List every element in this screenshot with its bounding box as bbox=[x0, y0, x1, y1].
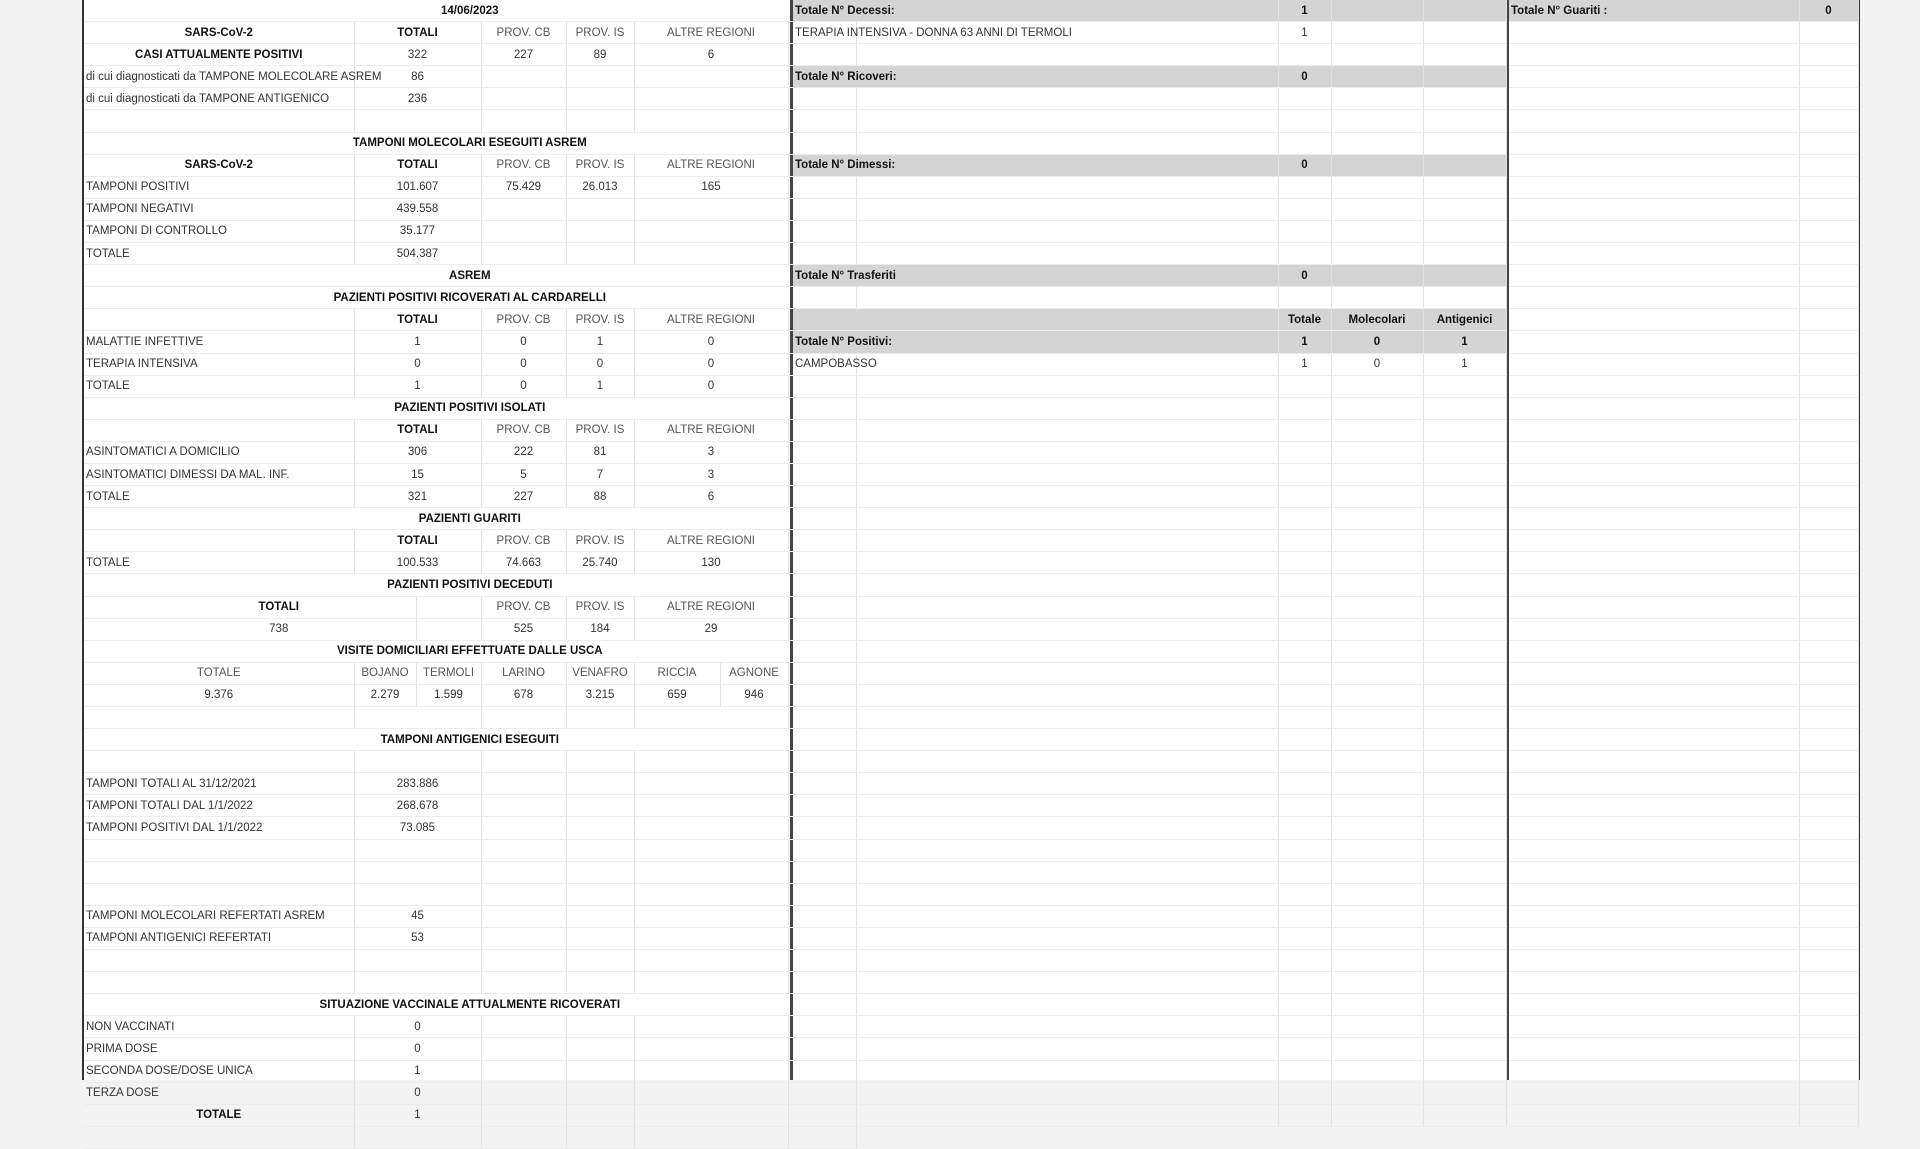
empty-row bbox=[793, 640, 1506, 662]
table-row bbox=[84, 44, 856, 66]
empty-row bbox=[793, 508, 1506, 530]
section-title: PAZIENTI POSITIVI ISOLATI bbox=[84, 397, 856, 419]
empty-row bbox=[1509, 1104, 1858, 1126]
cell-value: 1 bbox=[566, 331, 634, 353]
empty-row bbox=[1509, 994, 1858, 1016]
table-row bbox=[84, 1082, 856, 1104]
empty-row bbox=[793, 927, 1506, 949]
cell-value: 3 bbox=[634, 441, 788, 463]
row-label: TAMPONI TOTALI AL 31/12/2021 bbox=[84, 773, 354, 795]
cell-value: 439.558 bbox=[354, 198, 481, 220]
empty-row bbox=[1509, 397, 1858, 419]
table-row bbox=[84, 88, 856, 110]
cell-value: 946 bbox=[720, 684, 788, 706]
row-label: Totale N° Guariti : bbox=[1509, 0, 1799, 22]
cell-value: 101.607 bbox=[354, 176, 481, 198]
row-label: di cui diagnosticati da TAMPONE ANTIGENICO bbox=[84, 88, 354, 110]
empty-row bbox=[1509, 773, 1858, 795]
column-header: TERMOLI bbox=[416, 662, 481, 684]
table-row bbox=[84, 905, 856, 927]
row-label: TAMPONI DI CONTROLLO bbox=[84, 220, 354, 242]
section-title: TAMPONI MOLECOLARI ESEGUITI ASREM bbox=[84, 132, 856, 154]
bulletin-date: 14/06/2023 bbox=[84, 0, 856, 22]
table-row bbox=[84, 419, 856, 441]
row-label: ASINTOMATICI A DOMICILIO bbox=[84, 441, 354, 463]
column-header: ALTRE REGIONI bbox=[634, 596, 788, 618]
column-header: SARS-CoV-2 bbox=[84, 22, 354, 44]
column-header: PROV. IS bbox=[566, 154, 634, 176]
empty-row bbox=[1509, 154, 1858, 176]
empty-row bbox=[1509, 1082, 1858, 1104]
empty-row bbox=[1509, 265, 1858, 287]
cell-value: 1 bbox=[1278, 22, 1331, 44]
empty-row bbox=[793, 552, 1506, 574]
cell-value: 227 bbox=[481, 486, 566, 508]
cell-value: 25.740 bbox=[566, 552, 634, 574]
empty-row bbox=[793, 707, 1506, 729]
cell-value: 0 bbox=[481, 331, 566, 353]
column-header: Totale bbox=[1278, 309, 1331, 331]
table-row bbox=[84, 927, 856, 949]
row-label: TOTALE bbox=[84, 243, 354, 265]
column-header: ALTRE REGIONI bbox=[634, 309, 788, 331]
empty-row bbox=[793, 1104, 1506, 1126]
cell-value: 86 bbox=[354, 66, 481, 88]
row-label: TAMPONI POSITIVI DAL 1/1/2022 bbox=[84, 817, 354, 839]
empty-row bbox=[1509, 927, 1858, 949]
cell-value: 236 bbox=[354, 88, 481, 110]
empty-row bbox=[1509, 972, 1858, 994]
row-label: TOTALE bbox=[84, 486, 354, 508]
empty-row bbox=[793, 1082, 1506, 1104]
cell-value: 0 bbox=[1278, 66, 1331, 88]
recovered-panel bbox=[1509, 0, 1858, 1080]
cell-value: 1 bbox=[1423, 331, 1506, 353]
table-row bbox=[84, 1038, 856, 1060]
cell-value: 268.678 bbox=[354, 795, 481, 817]
cell-value: 227 bbox=[481, 44, 566, 66]
column-header: ALTRE REGIONI bbox=[634, 154, 788, 176]
row-label: TAMPONI NEGATIVI bbox=[84, 198, 354, 220]
table-row bbox=[84, 1016, 856, 1038]
row-label: TAMPONI MOLECOLARI REFERTATI ASREM bbox=[84, 905, 354, 927]
cell-value: 5 bbox=[481, 463, 566, 485]
empty-row bbox=[793, 972, 1506, 994]
row-label: Totale N° Positivi: bbox=[793, 331, 1278, 353]
table-row bbox=[84, 662, 856, 684]
cell-value: 1 bbox=[566, 375, 634, 397]
row-label: PRIMA DOSE bbox=[84, 1038, 354, 1060]
row-label: TOTALE bbox=[84, 375, 354, 397]
empty-row bbox=[1509, 530, 1858, 552]
column-header: PROV. CB bbox=[481, 154, 566, 176]
cell-value: 0 bbox=[1278, 154, 1331, 176]
table-row bbox=[84, 530, 856, 552]
table-row bbox=[1509, 0, 1858, 22]
empty-row bbox=[1509, 331, 1858, 353]
column-header: TOTALE bbox=[84, 662, 354, 684]
table-row bbox=[84, 817, 856, 839]
cell-value: 184 bbox=[566, 618, 634, 640]
cell-value: 0 bbox=[634, 353, 788, 375]
cell-value: 53 bbox=[354, 927, 481, 949]
cell-value: 75.429 bbox=[481, 176, 566, 198]
empty-row bbox=[793, 684, 1506, 706]
empty-row bbox=[793, 1016, 1506, 1038]
daily-events-panel bbox=[793, 0, 1509, 1080]
empty-row bbox=[1509, 751, 1858, 773]
table-row bbox=[793, 66, 1506, 88]
empty-row bbox=[1509, 353, 1858, 375]
empty-row bbox=[1509, 861, 1858, 883]
empty-grid bbox=[793, 376, 1507, 1127]
cell-value: 0 bbox=[354, 1038, 481, 1060]
spreadsheet-page bbox=[82, 0, 1860, 1122]
cell-value: 678 bbox=[481, 684, 566, 706]
empty-row bbox=[1509, 839, 1858, 861]
column-header: PROV. IS bbox=[566, 309, 634, 331]
row-label: TAMPONI TOTALI DAL 1/1/2022 bbox=[84, 795, 354, 817]
section-title: PAZIENTI POSITIVI DECEDUTI bbox=[84, 574, 856, 596]
section-title: ASREM bbox=[84, 265, 856, 287]
empty-row bbox=[793, 729, 1506, 751]
empty-row bbox=[793, 839, 1506, 861]
empty-row bbox=[1509, 419, 1858, 441]
section-title: SITUAZIONE VACCINALE ATTUALMENTE RICOVERATI bbox=[84, 994, 856, 1016]
table-row bbox=[84, 618, 856, 640]
column-header: PROV. IS bbox=[566, 419, 634, 441]
empty-row bbox=[1509, 618, 1858, 640]
section-title: VISITE DOMICILIARI EFFETTUATE DALLE USCA bbox=[84, 640, 856, 662]
table-row bbox=[84, 198, 856, 220]
empty-row bbox=[1509, 88, 1858, 110]
cell-value: 74.663 bbox=[481, 552, 566, 574]
table-row bbox=[84, 220, 856, 242]
column-header: RICCIA bbox=[634, 662, 720, 684]
section-title: TAMPONI ANTIGENICI ESEGUITI bbox=[84, 729, 856, 751]
cell-value: 26.013 bbox=[566, 176, 634, 198]
empty-row bbox=[793, 397, 1506, 419]
table-row bbox=[84, 795, 856, 817]
date-row bbox=[84, 0, 856, 22]
empty-row bbox=[1509, 309, 1858, 331]
empty-row bbox=[793, 441, 1506, 463]
empty-row bbox=[1509, 486, 1858, 508]
row-label: TAMPONI POSITIVI bbox=[84, 176, 354, 198]
empty-row bbox=[1509, 729, 1858, 751]
table-row bbox=[84, 331, 856, 353]
table-row bbox=[84, 176, 856, 198]
table-row bbox=[84, 375, 856, 397]
table-row bbox=[793, 331, 1506, 353]
column-header: PROV. CB bbox=[481, 309, 566, 331]
empty-row bbox=[1509, 596, 1858, 618]
row-label: TERZA DOSE bbox=[84, 1082, 354, 1104]
cell-value: 1.599 bbox=[416, 684, 481, 706]
column-header: BOJANO bbox=[354, 662, 416, 684]
empty-row bbox=[1509, 441, 1858, 463]
column-header: ALTRE REGIONI bbox=[634, 530, 788, 552]
column-header: TOTALI bbox=[354, 22, 481, 44]
empty-row bbox=[1509, 817, 1858, 839]
cell-value: 659 bbox=[634, 684, 720, 706]
table-row bbox=[793, 265, 1506, 287]
cell-value: 525 bbox=[481, 618, 566, 640]
cell-value: 306 bbox=[354, 441, 481, 463]
row-label: di cui diagnosticati da TAMPONE MOLECOLARE ASREM bbox=[84, 66, 354, 88]
column-header: Molecolari bbox=[1331, 309, 1423, 331]
cell-value: 89 bbox=[566, 44, 634, 66]
empty-row bbox=[1509, 463, 1858, 485]
daily-events-table bbox=[793, 0, 1507, 376]
row-label: Totale N° Dimessi: bbox=[793, 154, 1278, 176]
empty-row bbox=[1509, 1060, 1858, 1082]
empty-row bbox=[1509, 950, 1858, 972]
table-row bbox=[793, 22, 1506, 44]
empty-row bbox=[793, 883, 1506, 905]
empty-row bbox=[793, 486, 1506, 508]
cell-value: 0 bbox=[481, 353, 566, 375]
empty-row bbox=[793, 861, 1506, 883]
column-header: PROV. IS bbox=[566, 530, 634, 552]
empty-row bbox=[793, 751, 1506, 773]
empty-row bbox=[1509, 198, 1858, 220]
cell-value: 0 bbox=[481, 375, 566, 397]
column-header: PROV. CB bbox=[481, 419, 566, 441]
empty-row bbox=[1509, 243, 1858, 265]
cell-value: 2.279 bbox=[354, 684, 416, 706]
empty-row bbox=[1509, 110, 1858, 132]
cell-value: 1 bbox=[1423, 353, 1506, 375]
empty-row bbox=[1509, 883, 1858, 905]
column-header: Antigenici bbox=[1423, 309, 1506, 331]
cell-value: 29 bbox=[634, 618, 788, 640]
column-header: AGNONE bbox=[720, 662, 788, 684]
column-header: ALTRE REGIONI bbox=[634, 22, 788, 44]
empty-row bbox=[1509, 905, 1858, 927]
column-header: PROV. CB bbox=[481, 22, 566, 44]
column-header: TOTALI bbox=[354, 530, 481, 552]
cell-value: 504.387 bbox=[354, 243, 481, 265]
cell-value: 1 bbox=[354, 1104, 481, 1126]
column-header: TOTALI bbox=[354, 154, 481, 176]
cell-value: 88 bbox=[566, 486, 634, 508]
table-row bbox=[84, 684, 856, 706]
empty-row bbox=[793, 662, 1506, 684]
cell-value: 7 bbox=[566, 463, 634, 485]
row-label: TERAPIA INTENSIVA bbox=[84, 353, 354, 375]
empty-row bbox=[793, 463, 1506, 485]
empty-row bbox=[793, 618, 1506, 640]
table-row bbox=[84, 486, 856, 508]
table-row bbox=[793, 0, 1506, 22]
row-label: Totale N° Ricoveri: bbox=[793, 66, 1278, 88]
empty-row bbox=[1509, 574, 1858, 596]
table-row bbox=[84, 154, 856, 176]
empty-row bbox=[1509, 552, 1858, 574]
table-row bbox=[84, 441, 856, 463]
cell-value: 0 bbox=[1331, 353, 1423, 375]
cell-value: 35.177 bbox=[354, 220, 481, 242]
column-header: SARS-CoV-2 bbox=[84, 154, 354, 176]
cell-value: 0 bbox=[1278, 265, 1331, 287]
covid-bulletin-table bbox=[84, 0, 857, 1149]
cell-value: 45 bbox=[354, 905, 481, 927]
table-row bbox=[84, 66, 856, 88]
empty-row bbox=[1509, 795, 1858, 817]
empty-row bbox=[793, 1038, 1506, 1060]
recovered-table bbox=[1509, 0, 1859, 1127]
row-label: MALATTIE INFETTIVE bbox=[84, 331, 354, 353]
cell-value: 3.215 bbox=[566, 684, 634, 706]
cell-value: 6 bbox=[634, 486, 788, 508]
row-label: ASINTOMATICI DIMESSI DA MAL. INF. bbox=[84, 463, 354, 485]
cell-value: 0 bbox=[354, 1016, 481, 1038]
row-label: CAMPOBASSO bbox=[793, 353, 1278, 375]
column-header: TOTALI bbox=[84, 596, 416, 618]
cell-value: 1 bbox=[354, 331, 481, 353]
cell-value: 130 bbox=[634, 552, 788, 574]
cell-value: 81 bbox=[566, 441, 634, 463]
cell-value: 1 bbox=[1278, 331, 1331, 353]
section-title: PAZIENTI POSITIVI RICOVERATI AL CARDARELLI bbox=[84, 287, 856, 309]
empty-row bbox=[1509, 684, 1858, 706]
table-row bbox=[84, 463, 856, 485]
table-row bbox=[793, 154, 1506, 176]
column-header: PROV. CB bbox=[481, 596, 566, 618]
cell-value: 0 bbox=[634, 375, 788, 397]
table-row bbox=[84, 773, 856, 795]
row-label: TOTALE bbox=[84, 1104, 354, 1126]
empty-row bbox=[1509, 44, 1858, 66]
empty-row bbox=[1509, 66, 1858, 88]
empty-row bbox=[793, 1060, 1506, 1082]
empty-row bbox=[1509, 287, 1858, 309]
row-label: NON VACCINATI bbox=[84, 1016, 354, 1038]
empty-row bbox=[1509, 220, 1858, 242]
column-header: PROV. IS bbox=[566, 596, 634, 618]
row-label: TERAPIA INTENSIVA - DONNA 63 ANNI DI TERMOLI bbox=[793, 22, 1278, 44]
empty-row bbox=[793, 530, 1506, 552]
cell-value: 0 bbox=[1799, 0, 1858, 22]
cell-value: 222 bbox=[481, 441, 566, 463]
cell-value: 0 bbox=[354, 1082, 481, 1104]
row-label: TAMPONI ANTIGENICI REFERTATI bbox=[84, 927, 354, 949]
table-row bbox=[84, 309, 856, 331]
cell-value: 1 bbox=[354, 375, 481, 397]
empty-row bbox=[793, 950, 1506, 972]
bulletin-left-panel bbox=[84, 0, 793, 1122]
table-row bbox=[84, 552, 856, 574]
table-row bbox=[84, 353, 856, 375]
table-row bbox=[84, 243, 856, 265]
cell-value: 321 bbox=[354, 486, 481, 508]
row-label: TOTALE bbox=[84, 552, 354, 574]
column-header: PROV. CB bbox=[481, 530, 566, 552]
cell-value: 0 bbox=[566, 353, 634, 375]
table-row bbox=[84, 596, 856, 618]
cell-value: 1 bbox=[354, 1060, 481, 1082]
empty-row bbox=[1509, 1038, 1858, 1060]
empty-row bbox=[1509, 707, 1858, 729]
empty-row bbox=[793, 795, 1506, 817]
cell-value: 9.376 bbox=[84, 684, 354, 706]
section-title: PAZIENTI GUARITI bbox=[84, 508, 856, 530]
table-row bbox=[84, 1104, 856, 1126]
empty-row bbox=[793, 574, 1506, 596]
column-header: PROV. IS bbox=[566, 22, 634, 44]
cell-value: 322 bbox=[354, 44, 481, 66]
empty-row bbox=[793, 773, 1506, 795]
column-header: LARINO bbox=[481, 662, 566, 684]
empty-row bbox=[793, 994, 1506, 1016]
cell-value: 15 bbox=[354, 463, 481, 485]
row-label: SECONDA DOSE/DOSE UNICA bbox=[84, 1060, 354, 1082]
cell-value: 3 bbox=[634, 463, 788, 485]
empty-row bbox=[793, 596, 1506, 618]
cell-value: 6 bbox=[634, 44, 788, 66]
empty-row bbox=[1509, 176, 1858, 198]
empty-row bbox=[1509, 640, 1858, 662]
cell-value: 73.085 bbox=[354, 817, 481, 839]
empty-row bbox=[1509, 508, 1858, 530]
column-header: TOTALI bbox=[354, 419, 481, 441]
empty-row bbox=[1509, 375, 1858, 397]
table-row bbox=[84, 22, 856, 44]
table-row bbox=[793, 353, 1506, 375]
empty-row bbox=[793, 905, 1506, 927]
cell-value: 165 bbox=[634, 176, 788, 198]
cell-value: 283.886 bbox=[354, 773, 481, 795]
cell-value: 0 bbox=[634, 331, 788, 353]
empty-row bbox=[793, 376, 1506, 398]
empty-row bbox=[1509, 22, 1858, 44]
row-label: CASI ATTUALMENTE POSITIVI bbox=[84, 44, 354, 66]
column-header: TOTALI bbox=[354, 309, 481, 331]
empty-row bbox=[1509, 132, 1858, 154]
column-header: ALTRE REGIONI bbox=[634, 419, 788, 441]
empty-row bbox=[1509, 662, 1858, 684]
cell-value: 0 bbox=[354, 353, 481, 375]
row-label: Totale N° Decessi: bbox=[793, 0, 1278, 22]
row-label: Totale N° Trasferiti bbox=[793, 265, 1278, 287]
empty-row bbox=[1509, 1016, 1858, 1038]
cell-value: 0 bbox=[1331, 331, 1423, 353]
cell-value: 738 bbox=[84, 618, 416, 640]
cell-value: 100.533 bbox=[354, 552, 481, 574]
column-header: VENAFRO bbox=[566, 662, 634, 684]
table-row bbox=[84, 1060, 856, 1082]
table-row bbox=[793, 309, 1506, 331]
cell-value: 1 bbox=[1278, 0, 1331, 22]
cell-value: 1 bbox=[1278, 353, 1331, 375]
empty-row bbox=[793, 817, 1506, 839]
empty-row bbox=[793, 419, 1506, 441]
